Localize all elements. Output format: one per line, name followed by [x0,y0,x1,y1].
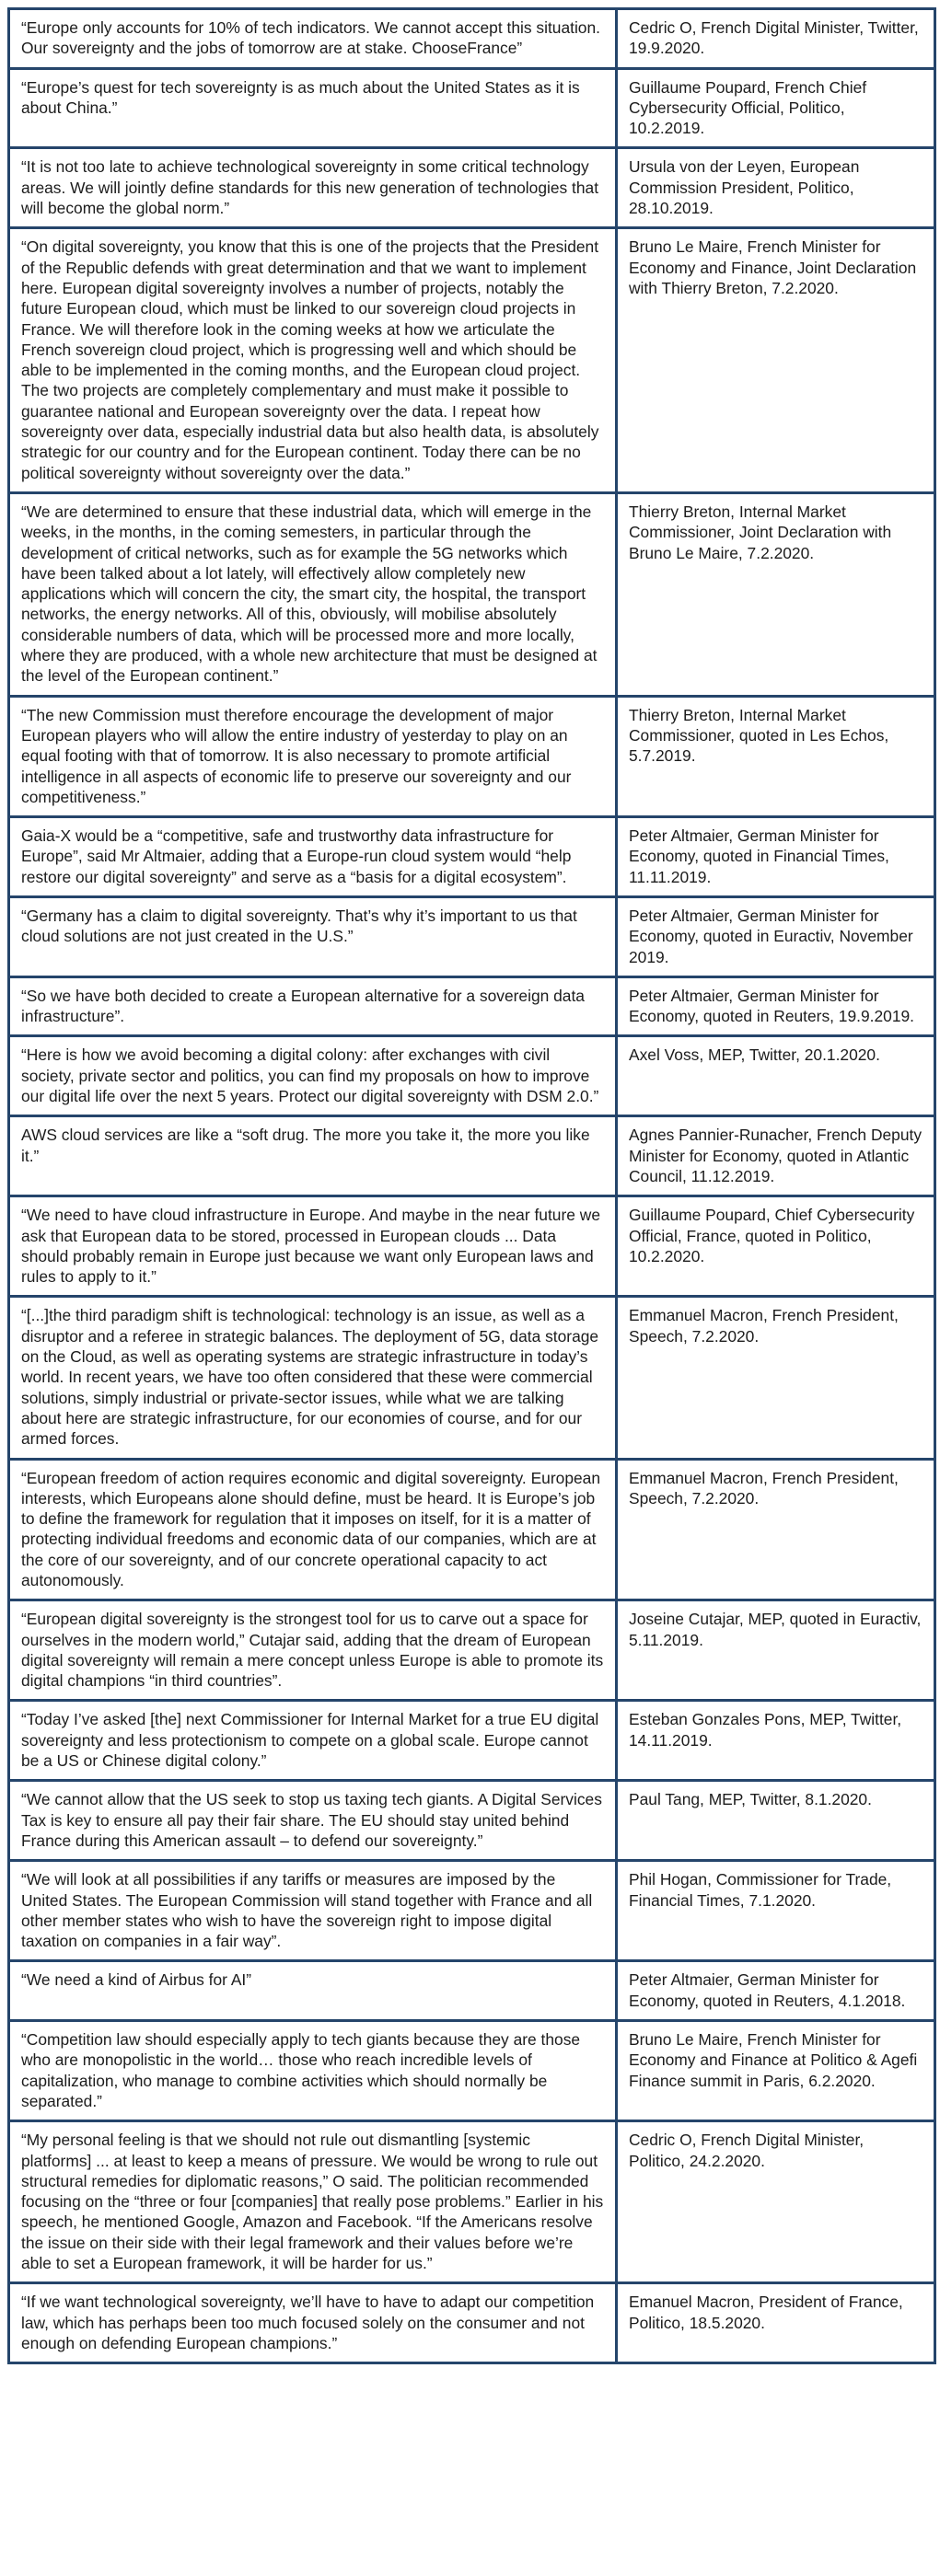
source-cell: Cedric O, French Digital Minister, Twitter, 19.9.2020. [617,9,935,69]
source-cell: Emmanuel Macron, French President, Speech, 7.2.2020. [617,1297,935,1459]
quote-cell: Gaia-X would be a “competitive, safe and trustworthy data infrastructure for Europe”, said Mr Altmaier, adding that a Europe-run cloud system would “help restore our digital sovereignty” and serve as a “basis for a digital ecosystem”. [9,817,617,897]
quote-cell: “We will look at all possibilities if any tariffs or measures are imposed by the United States. The European Commission will stand together with France and all other member states who wish to have the sovereign right to impose digital taxation on companies in a fair way”. [9,1861,617,1961]
source-cell: Axel Voss, MEP, Twitter, 20.1.2020. [617,1036,935,1116]
table-row [9,2021,935,2121]
table-row [9,1196,935,1297]
table-row [9,1961,935,2021]
quote-cell: “We cannot allow that the US seek to stop us taxing tech giants. A Digital Services Tax is key to ensure all pay their fair share. The EU should stay united behind France during this American assault – to defend our sovereignty.” [9,1781,617,1861]
table-row [9,976,935,1036]
quote-cell: “Europe’s quest for tech sovereignty is as much about the United States as it is about China.” [9,68,617,148]
quote-cell: “European digital sovereignty is the strongest tool for us to carve out a space for ourselves in the modern world,” Cutajar said, adding that the dream of European digital sovereignty will remain a mere concept unless Europe is able to promote its digital champions “in third countries”. [9,1600,617,1701]
quote-cell: “Competition law should especially apply to tech giants because they are those who are monopolistic in the world… those who reach incredible levels of capitalization, who manage to combine activities which should normally be separated.” [9,2021,617,2121]
quote-cell: “My personal feeling is that we should not rule out dismantling [systemic platforms] ... at least to keep a means of pressure. We would be wrong to rule out structural remedies for diplomatic reasons,” O said. The politician recommended focusing on the “three or four [companies] that really pose problems.” Earlier in his speech, he mentioned Google, Amazon and Facebook. “If the Americans resolve the issue on their side with their legal framework and their values before we’re able to set a European framework, it will be harder for us.” [9,2121,617,2283]
quote-cell: “Germany has a claim to digital sovereignty. That’s why it’s important to us that cloud solutions are not just created in the U.S.” [9,896,617,976]
quote-cell: “We are determined to ensure that these industrial data, which will emerge in the weeks, in the months, in the coming semesters, in particular through the development of critical networks, such as for example the 5G networks which have been talked about a lot lately, will effectively allow completely new applications which will concern the city, the smart city, the hospital, the transport networks, the energy networks. All of this, obviously, will mobilise absolutely considerable numbers of data, which will be processed more and more locally, where they are produced, with a whole new architecture that must be designed at the level of the European continent.” [9,492,617,696]
table-row [9,148,935,228]
source-cell: Cedric O, French Digital Minister, Politico, 24.2.2020. [617,2121,935,2283]
source-cell: Thierry Breton, Internal Market Commissioner, quoted in Les Echos, 5.7.2019. [617,696,935,816]
table-row [9,817,935,897]
quote-cell: “On digital sovereignty, you know that this is one of the projects that the President of the Republic defends with great determination and that we want to implement here. European digital sovereignty involves a number of projects, notably the future European cloud, which must be linked to our sovereign cloud projects in France. We will therefore look in the coming weeks at how we articulate the French sovereign cloud project, which is progressing well and which should be able to be implemented in the coming months, and the European cloud project. The two projects are completely complementary and must make it possible to guarantee national and European sovereignty over the data. I repeat how sovereignty over data, especially industrial data but also health data, is absolutely strategic for our country and for the European continent. Today there can be no political sovereignty without sovereignty over the data.” [9,228,617,493]
table-row [9,1861,935,1961]
quote-cell: “Today I’ve asked [the] next Commissioner for Internal Market for a true EU digital sovereignty and less protectionism to compete on a global scale. Europe cannot be a US or Chinese digital colony.” [9,1701,617,1781]
table-row [9,1116,935,1196]
quote-cell: “If we want technological sovereignty, we’ll have to have to adapt our competition law, which has perhaps been too much focused solely on the consumer and not enough on defending European champions.” [9,2283,617,2363]
source-cell: Emmanuel Macron, French President, Speech, 7.2.2020. [617,1459,935,1600]
source-cell: Thierry Breton, Internal Market Commissioner, Joint Declaration with Bruno Le Maire, 7.2.2020. [617,492,935,696]
table-row [9,696,935,816]
quote-cell: AWS cloud services are like a “soft drug. The more you take it, the more you like it.” [9,1116,617,1196]
table-row [9,1600,935,1701]
quote-cell: “European freedom of action requires economic and digital sovereignty. European interests, which Europeans alone should define, must be heard. It is Europe’s job to define the framework for regulation that it imposes on itself, for it is a matter of protecting individual freedoms and economic data of our companies, which are at the core of our sovereignty, and of our concrete operational capacity to act autonomously. [9,1459,617,1600]
quote-cell: “Europe only accounts for 10% of tech indicators. We cannot accept this situation. Our sovereignty and the jobs of tomorrow are at stake. ChooseFrance” [9,9,617,69]
source-cell: Peter Altmaier, German Minister for Economy, quoted in Reuters, 19.9.2019. [617,976,935,1036]
table-row [9,9,935,69]
table-row [9,68,935,148]
table-row [9,1036,935,1116]
table-row [9,492,935,696]
quotes-table-body [9,9,935,2363]
source-cell: Emanuel Macron, President of France, Politico, 18.5.2020. [617,2283,935,2363]
table-row [9,896,935,976]
source-cell: Joseine Cutajar, MEP, quoted in Euractiv, 5.11.2019. [617,1600,935,1701]
table-row [9,1297,935,1459]
table-row [9,1781,935,1861]
source-cell: Bruno Le Maire, French Minister for Economy and Finance at Politico & Agefi Finance summit in Paris, 6.2.2020. [617,2021,935,2121]
source-cell: Guillaume Poupard, Chief Cybersecurity Official, France, quoted in Politico, 10.2.2020. [617,1196,935,1297]
quote-cell: “[...]the third paradigm shift is technological: technology is an issue, as well as a disruptor and a referee in strategic balances. The deployment of 5G, data storage on the Cloud, as well as operating systems are strategic infrastructure in today’s world. In recent years, we have too often considered that these were commercial solutions, simply industrial or private-sector issues, while what we are talking about here are strategic infrastructure, for our economies of course, and for our armed forces. [9,1297,617,1459]
quotes-table [7,7,936,2364]
table-row [9,1701,935,1781]
quote-cell: “Here is how we avoid becoming a digital colony: after exchanges with civil society, private sector and politics, you can find my proposals on how to improve our digital life over the next 5 years. Protect our digital sovereignty with DSM 2.0.” [9,1036,617,1116]
source-cell: Bruno Le Maire, French Minister for Economy and Finance, Joint Declaration with Thierry Breton, 7.2.2020. [617,228,935,493]
source-cell: Ursula von der Leyen, European Commission President, Politico, 28.10.2019. [617,148,935,228]
source-cell: Phil Hogan, Commissioner for Trade, Financial Times, 7.1.2020. [617,1861,935,1961]
quote-cell: “We need to have cloud infrastructure in Europe. And maybe in the near future we ask that European data to be stored, processed in European clouds ... Data should probably remain in Europe just because we want only European laws and rules to apply to it.” [9,1196,617,1297]
quote-cell: “The new Commission must therefore encourage the development of major European players who will allow the entire industry of yesterday to play on an equal footing with that of tomorrow. It is also necessary to promote artificial intelligence in all aspects of economic life to preserve our sovereignty and our competitiveness.” [9,696,617,816]
quote-cell: “It is not too late to achieve technological sovereignty in some critical technology areas. We will jointly define standards for this new generation of technologies that will become the global norm.” [9,148,617,228]
source-cell: Esteban Gonzales Pons, MEP, Twitter, 14.11.2019. [617,1701,935,1781]
table-row [9,1459,935,1600]
table-row [9,2283,935,2363]
table-row [9,228,935,493]
source-cell: Agnes Pannier-Runacher, French Deputy Minister for Economy, quoted in Atlantic Council, 11.12.2019. [617,1116,935,1196]
source-cell: Paul Tang, MEP, Twitter, 8.1.2020. [617,1781,935,1861]
source-cell: Peter Altmaier, German Minister for Economy, quoted in Reuters, 4.1.2018. [617,1961,935,2021]
quote-cell: “So we have both decided to create a European alternative for a sovereign data infrastructure”. [9,976,617,1036]
source-cell: Peter Altmaier, German Minister for Economy, quoted in Financial Times, 11.11.2019. [617,817,935,897]
source-cell: Guillaume Poupard, French Chief Cybersecurity Official, Politico, 10.2.2019. [617,68,935,148]
source-cell: Peter Altmaier, German Minister for Economy, quoted in Euractiv, November 2019. [617,896,935,976]
table-row [9,2121,935,2283]
quote-cell: “We need a kind of Airbus for AI” [9,1961,617,2021]
